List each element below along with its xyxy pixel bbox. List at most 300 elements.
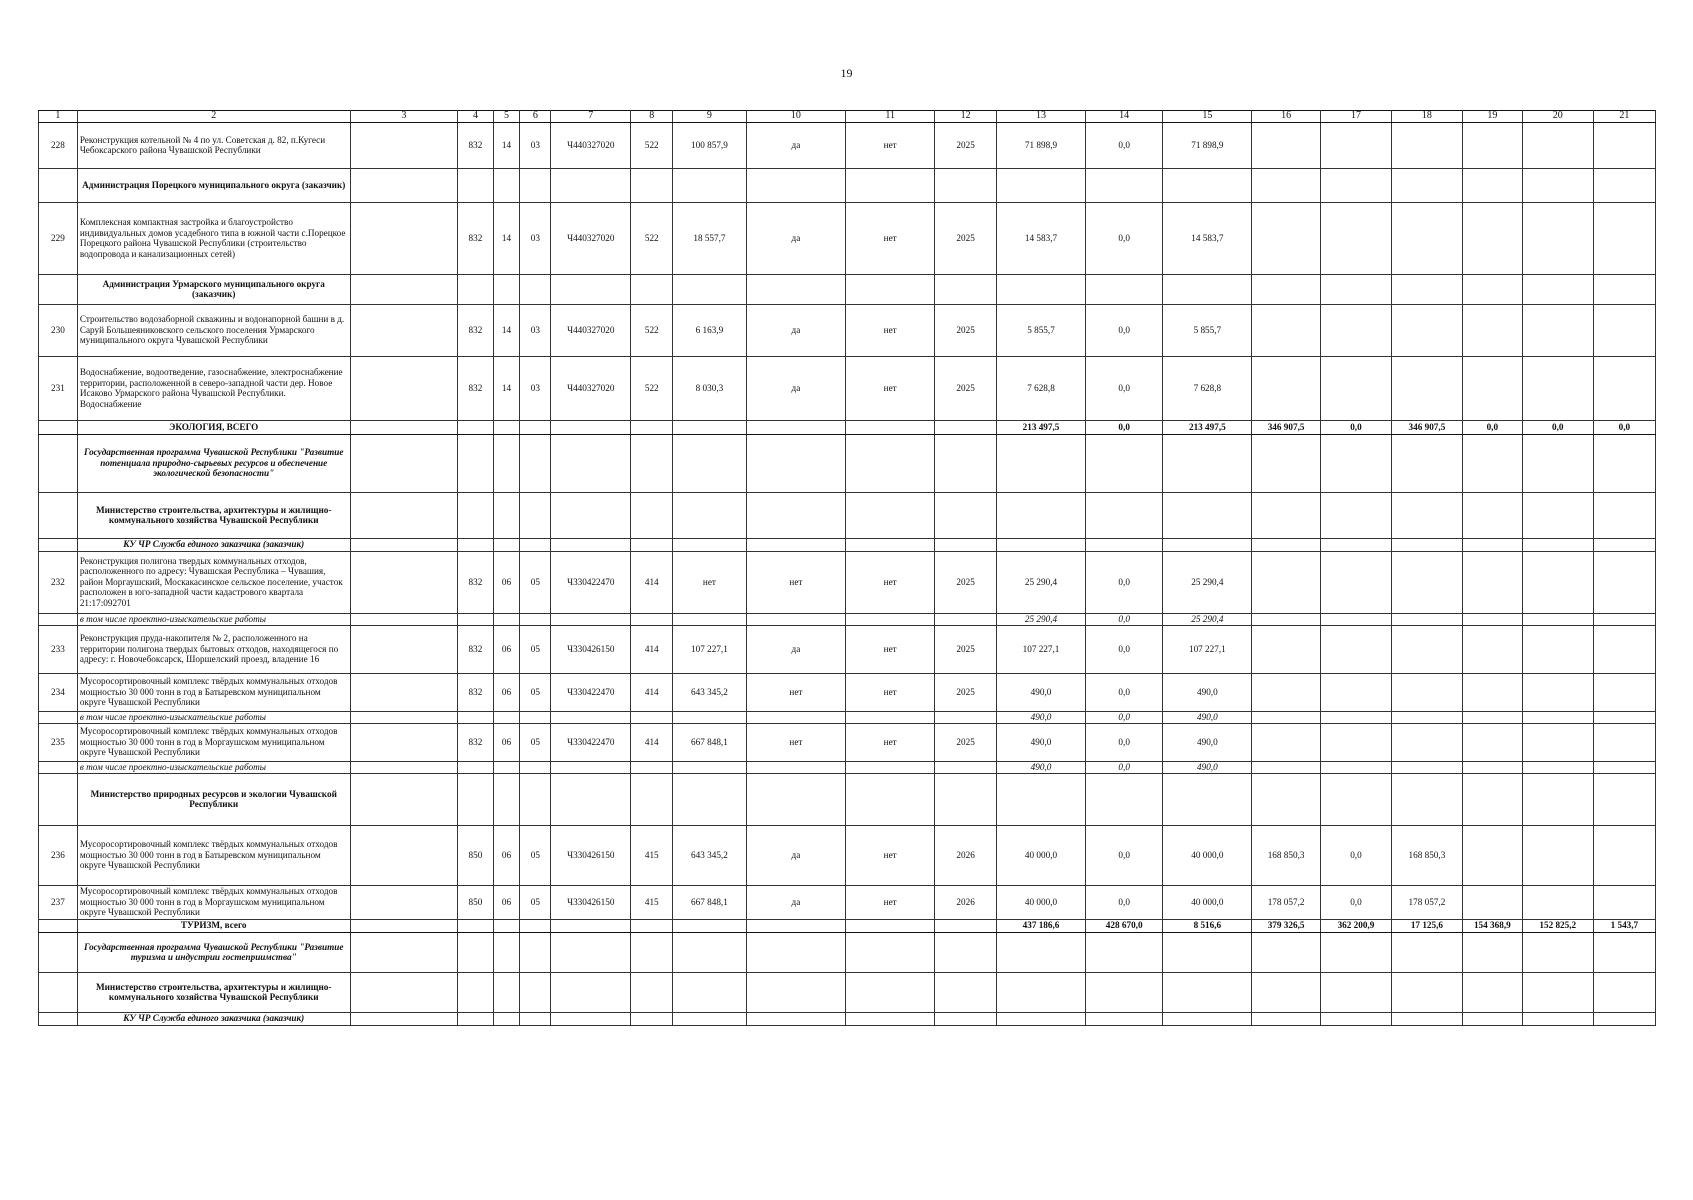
- table-cell: [1462, 356, 1522, 420]
- table-cell: [1163, 168, 1252, 202]
- table-cell: [1522, 122, 1593, 168]
- table-cell: [631, 538, 673, 551]
- table-cell: 05: [520, 673, 551, 711]
- table-cell: [746, 420, 846, 434]
- table-cell: [520, 711, 551, 723]
- table-cell: [493, 613, 520, 625]
- table-cell: [1593, 304, 1655, 356]
- table-cell: [520, 1012, 551, 1025]
- table-cell: [1252, 304, 1321, 356]
- table-cell: [350, 932, 458, 972]
- table-cell: нет: [746, 723, 846, 761]
- row-number: 235: [39, 723, 78, 761]
- column-number: 21: [1593, 111, 1655, 123]
- row-number: [39, 1012, 78, 1025]
- table-cell: [551, 420, 631, 434]
- table-cell: [493, 538, 520, 551]
- table-cell: [1593, 673, 1655, 711]
- table-cell: [551, 919, 631, 932]
- table-cell: [1593, 972, 1655, 1012]
- table-cell: [1085, 492, 1163, 538]
- table-cell: 2026: [935, 825, 997, 885]
- table-cell: [551, 434, 631, 492]
- table-cell: [1522, 932, 1593, 972]
- table-cell: 643 345,2: [673, 825, 746, 885]
- table-cell: [520, 168, 551, 202]
- table-cell: [846, 434, 935, 492]
- table-cell: [1391, 1012, 1462, 1025]
- table-cell: 17 125,6: [1391, 919, 1462, 932]
- table-cell: [551, 613, 631, 625]
- table-row: [39, 356, 1656, 420]
- table-cell: 0,0: [1320, 825, 1391, 885]
- table-cell: 522: [631, 122, 673, 168]
- table-cell: [458, 274, 493, 304]
- table-row: [39, 825, 1656, 885]
- table-cell: [1252, 625, 1321, 673]
- table-cell: да: [746, 625, 846, 673]
- table-cell: [746, 919, 846, 932]
- table-cell: 2025: [935, 673, 997, 711]
- table-cell: 178 057,2: [1391, 885, 1462, 919]
- table-cell: [1462, 723, 1522, 761]
- table-cell: [935, 538, 997, 551]
- table-cell: [1085, 773, 1163, 825]
- table-cell: [458, 773, 493, 825]
- table-cell: 0,0: [1085, 356, 1163, 420]
- table-cell: нет: [846, 885, 935, 919]
- table-cell: 0,0: [1085, 711, 1163, 723]
- column-number: 17: [1320, 111, 1391, 123]
- table-cell: [1085, 168, 1163, 202]
- program-title: Государственная программа Чувашской Республики "Развитие туризма и индустрии гостеприимства": [77, 932, 350, 972]
- table-cell: [746, 972, 846, 1012]
- table-cell: [493, 773, 520, 825]
- table-cell: [350, 972, 458, 1012]
- object-name: Комплексная компактная застройка и благоустройство индивидуальных домов усадебного типа в южной части с.Порецкое Порецкого района Чувашской Республики (строительство водопровода и канализационных сетей): [77, 202, 350, 274]
- column-number: 16: [1252, 111, 1321, 123]
- table-cell: [350, 304, 458, 356]
- table-cell: [631, 434, 673, 492]
- total-title: ТУРИЗМ, всего: [77, 919, 350, 932]
- table-cell: нет: [846, 122, 935, 168]
- column-number: 19: [1462, 111, 1522, 123]
- table-cell: 40 000,0: [1163, 885, 1252, 919]
- table-cell: 643 345,2: [673, 673, 746, 711]
- table-cell: [1391, 538, 1462, 551]
- program-title: КУ ЧР Служба единого заказчика (заказчик): [77, 1012, 350, 1025]
- table-cell: 6 163,9: [673, 304, 746, 356]
- table-cell: [1522, 434, 1593, 492]
- table-cell: [1163, 932, 1252, 972]
- table-cell: [1391, 202, 1462, 274]
- table-row: [39, 551, 1656, 613]
- table-cell: 03: [520, 122, 551, 168]
- section-row: [39, 972, 1656, 1012]
- table-cell: [1462, 434, 1522, 492]
- table-cell: [746, 538, 846, 551]
- table-cell: [493, 761, 520, 773]
- row-number: [39, 761, 78, 773]
- table-cell: да: [746, 304, 846, 356]
- table-cell: [846, 168, 935, 202]
- table-cell: [520, 919, 551, 932]
- table-body: [39, 111, 1656, 1026]
- table-cell: 522: [631, 304, 673, 356]
- table-cell: [1522, 825, 1593, 885]
- table-cell: [1252, 711, 1321, 723]
- table-cell: 7 628,8: [1163, 356, 1252, 420]
- table-cell: 14: [493, 304, 520, 356]
- section-row: [39, 168, 1656, 202]
- table-cell: [935, 420, 997, 434]
- table-cell: [1252, 972, 1321, 1012]
- row-number: 234: [39, 673, 78, 711]
- table-cell: [746, 932, 846, 972]
- table-cell: 0,0: [1085, 304, 1163, 356]
- row-number: [39, 168, 78, 202]
- sub-row: [39, 711, 1656, 723]
- table-cell: [997, 1012, 1086, 1025]
- table-cell: [1462, 538, 1522, 551]
- object-name: Мусоросортировочный комплекс твёрдых коммунальных отходов мощностью 30 000 тонн в год в Батыревском муниципальном округе Чувашской Республики: [77, 673, 350, 711]
- table-cell: 490,0: [997, 673, 1086, 711]
- table-cell: [350, 420, 458, 434]
- table-cell: 522: [631, 356, 673, 420]
- table-cell: 415: [631, 885, 673, 919]
- table-cell: 213 497,5: [997, 420, 1086, 434]
- table-cell: [1462, 122, 1522, 168]
- table-cell: [350, 723, 458, 761]
- table-cell: [673, 613, 746, 625]
- table-cell: [935, 972, 997, 1012]
- table-cell: [551, 773, 631, 825]
- table-cell: [631, 1012, 673, 1025]
- table-cell: [1391, 304, 1462, 356]
- table-cell: [1163, 492, 1252, 538]
- sub-title: в том числе проектно-изыскательские работы: [77, 613, 350, 625]
- table-cell: 05: [520, 885, 551, 919]
- table-cell: [631, 613, 673, 625]
- table-cell: [1391, 761, 1462, 773]
- table-cell: [1252, 434, 1321, 492]
- table-cell: [1163, 972, 1252, 1012]
- table-cell: [1320, 274, 1391, 304]
- table-cell: [673, 168, 746, 202]
- table-cell: [520, 972, 551, 1012]
- table-cell: 8 030,3: [673, 356, 746, 420]
- table-cell: [673, 434, 746, 492]
- table-cell: [631, 274, 673, 304]
- table-cell: [551, 932, 631, 972]
- table-cell: [458, 420, 493, 434]
- object-name: Реконструкция котельной № 4 по ул. Советская д. 82, п.Кугеси Чебоксарского района Чувашской Республики: [77, 122, 350, 168]
- table-cell: [1320, 538, 1391, 551]
- table-cell: 154 368,9: [1462, 919, 1522, 932]
- column-number: 8: [631, 111, 673, 123]
- table-cell: [1593, 932, 1655, 972]
- column-number: 15: [1163, 111, 1252, 123]
- row-number: 229: [39, 202, 78, 274]
- table-row: [39, 202, 1656, 274]
- table-cell: [458, 538, 493, 551]
- table-cell: 832: [458, 625, 493, 673]
- budget-table: [38, 110, 1656, 1026]
- table-cell: [551, 761, 631, 773]
- table-cell: 8 516,6: [1163, 919, 1252, 932]
- table-cell: [1593, 711, 1655, 723]
- program-row: [39, 1012, 1656, 1025]
- table-cell: 06: [493, 885, 520, 919]
- table-cell: [458, 761, 493, 773]
- table-cell: [520, 538, 551, 551]
- table-cell: 832: [458, 122, 493, 168]
- table-cell: [1522, 551, 1593, 613]
- table-cell: 0,0: [1320, 885, 1391, 919]
- column-number: 13: [997, 111, 1086, 123]
- table-cell: [1593, 825, 1655, 885]
- row-number: 237: [39, 885, 78, 919]
- table-cell: [493, 274, 520, 304]
- table-cell: [746, 613, 846, 625]
- table-cell: [1462, 551, 1522, 613]
- table-cell: [1462, 825, 1522, 885]
- table-cell: [1522, 538, 1593, 551]
- table-cell: [1522, 202, 1593, 274]
- table-cell: Ч330422470: [551, 551, 631, 613]
- table-cell: [846, 1012, 935, 1025]
- table-cell: [997, 434, 1086, 492]
- table-cell: [1320, 972, 1391, 1012]
- table-cell: [520, 773, 551, 825]
- table-cell: [1252, 274, 1321, 304]
- table-cell: [1320, 202, 1391, 274]
- table-cell: 40 000,0: [997, 825, 1086, 885]
- table-cell: [551, 168, 631, 202]
- table-row: [39, 304, 1656, 356]
- table-cell: [1252, 1012, 1321, 1025]
- table-cell: [1391, 434, 1462, 492]
- table-cell: [458, 711, 493, 723]
- table-cell: 0,0: [1085, 551, 1163, 613]
- table-cell: [1320, 761, 1391, 773]
- table-cell: 414: [631, 723, 673, 761]
- table-cell: [935, 1012, 997, 1025]
- table-cell: 5 855,7: [997, 304, 1086, 356]
- table-cell: 667 848,1: [673, 885, 746, 919]
- table-cell: [520, 420, 551, 434]
- table-cell: 14: [493, 356, 520, 420]
- table-cell: [1462, 168, 1522, 202]
- table-cell: [846, 538, 935, 551]
- row-number: [39, 773, 78, 825]
- table-cell: [1085, 1012, 1163, 1025]
- table-cell: [1522, 711, 1593, 723]
- table-cell: [1391, 551, 1462, 613]
- table-cell: 2025: [935, 723, 997, 761]
- table-cell: [1320, 356, 1391, 420]
- table-cell: 40 000,0: [997, 885, 1086, 919]
- table-cell: [1163, 274, 1252, 304]
- table-cell: 0,0: [1320, 420, 1391, 434]
- table-cell: [1462, 885, 1522, 919]
- table-cell: [997, 492, 1086, 538]
- table-cell: 490,0: [997, 761, 1086, 773]
- table-cell: [1462, 274, 1522, 304]
- table-cell: [1593, 356, 1655, 420]
- column-number: 12: [935, 111, 997, 123]
- table-cell: 832: [458, 723, 493, 761]
- table-cell: [1320, 551, 1391, 613]
- table-cell: [1462, 492, 1522, 538]
- table-cell: [1522, 885, 1593, 919]
- table-cell: [673, 919, 746, 932]
- table-cell: 06: [493, 551, 520, 613]
- table-cell: 832: [458, 202, 493, 274]
- total-row: [39, 919, 1656, 932]
- table-cell: [350, 1012, 458, 1025]
- table-cell: 1 543,7: [1593, 919, 1655, 932]
- table-cell: [350, 492, 458, 538]
- table-cell: [846, 773, 935, 825]
- table-cell: [1391, 972, 1462, 1012]
- total-row: [39, 420, 1656, 434]
- table-cell: [350, 919, 458, 932]
- table-cell: [493, 1012, 520, 1025]
- table-cell: [631, 932, 673, 972]
- section-row: [39, 492, 1656, 538]
- column-number: 18: [1391, 111, 1462, 123]
- row-number: 228: [39, 122, 78, 168]
- row-number: 232: [39, 551, 78, 613]
- table-cell: [1593, 625, 1655, 673]
- table-cell: [1522, 625, 1593, 673]
- table-cell: 667 848,1: [673, 723, 746, 761]
- table-cell: [493, 420, 520, 434]
- table-cell: [1391, 492, 1462, 538]
- table-cell: Ч440327020: [551, 202, 631, 274]
- section-title: Министерство строительства, архитектуры и жилищно-коммунального хозяйства Чувашской Республики: [77, 972, 350, 1012]
- table-cell: Ч440327020: [551, 122, 631, 168]
- program-row: [39, 538, 1656, 551]
- table-cell: [673, 274, 746, 304]
- table-cell: 40 000,0: [1163, 825, 1252, 885]
- table-cell: [1593, 538, 1655, 551]
- table-cell: 0,0: [1593, 420, 1655, 434]
- row-number: [39, 711, 78, 723]
- table-cell: [1320, 304, 1391, 356]
- column-number: 10: [746, 111, 846, 123]
- table-cell: 107 227,1: [673, 625, 746, 673]
- table-cell: [1593, 492, 1655, 538]
- table-cell: [997, 538, 1086, 551]
- table-cell: [1391, 723, 1462, 761]
- table-cell: нет: [846, 202, 935, 274]
- page-number: 19: [840, 66, 853, 80]
- table-cell: [673, 761, 746, 773]
- table-cell: 832: [458, 356, 493, 420]
- table-cell: [1252, 613, 1321, 625]
- table-cell: 7 628,8: [997, 356, 1086, 420]
- table-cell: [673, 773, 746, 825]
- table-cell: [1593, 885, 1655, 919]
- table-cell: [673, 420, 746, 434]
- table-cell: [746, 168, 846, 202]
- table-cell: [350, 202, 458, 274]
- table-cell: 832: [458, 551, 493, 613]
- table-cell: [1391, 122, 1462, 168]
- table-cell: [1252, 673, 1321, 711]
- table-cell: [1391, 673, 1462, 711]
- table-cell: [1320, 168, 1391, 202]
- table-cell: [935, 932, 997, 972]
- table-cell: [1462, 1012, 1522, 1025]
- section-title: Министерство природных ресурсов и экологии Чувашской Республики: [77, 773, 350, 825]
- table-cell: [1593, 773, 1655, 825]
- row-number: 231: [39, 356, 78, 420]
- table-cell: да: [746, 202, 846, 274]
- table-cell: 152 825,2: [1522, 919, 1593, 932]
- table-cell: [458, 434, 493, 492]
- table-cell: 100 857,9: [673, 122, 746, 168]
- program-title: КУ ЧР Служба единого заказчика (заказчик): [77, 538, 350, 551]
- table-cell: 71 898,9: [997, 122, 1086, 168]
- row-number: 230: [39, 304, 78, 356]
- table-cell: [1163, 434, 1252, 492]
- table-cell: 0,0: [1085, 202, 1163, 274]
- table-cell: [1593, 1012, 1655, 1025]
- table-cell: 0,0: [1085, 885, 1163, 919]
- table-cell: 14 583,7: [997, 202, 1086, 274]
- object-name: Мусоросортировочный комплекс твёрдых коммунальных отходов мощностью 30 000 тонн в год в Моргаушском муниципальном округе Чувашской Республики: [77, 885, 350, 919]
- table-cell: 06: [493, 673, 520, 711]
- table-cell: да: [746, 356, 846, 420]
- table-cell: [493, 972, 520, 1012]
- table-cell: 0,0: [1462, 420, 1522, 434]
- table-cell: [350, 551, 458, 613]
- table-cell: [1522, 304, 1593, 356]
- column-number: 4: [458, 111, 493, 123]
- row-number: [39, 420, 78, 434]
- table-cell: [846, 420, 935, 434]
- table-row: [39, 885, 1656, 919]
- column-number: 3: [350, 111, 458, 123]
- table-cell: 522: [631, 202, 673, 274]
- table-cell: [1320, 773, 1391, 825]
- table-cell: 414: [631, 551, 673, 613]
- table-cell: [1522, 274, 1593, 304]
- table-cell: [350, 673, 458, 711]
- table-cell: [1522, 492, 1593, 538]
- table-cell: 14: [493, 122, 520, 168]
- sub-row: [39, 761, 1656, 773]
- table-cell: 5 855,7: [1163, 304, 1252, 356]
- table-cell: [935, 168, 997, 202]
- table-cell: [846, 972, 935, 1012]
- table-cell: [846, 919, 935, 932]
- table-cell: [1522, 773, 1593, 825]
- table-cell: [1593, 613, 1655, 625]
- table-cell: [673, 492, 746, 538]
- section-row: [39, 274, 1656, 304]
- table-cell: 832: [458, 673, 493, 711]
- table-cell: 05: [520, 625, 551, 673]
- table-cell: 362 200,9: [1320, 919, 1391, 932]
- table-cell: [746, 434, 846, 492]
- table-cell: [1462, 202, 1522, 274]
- table-cell: 0,0: [1085, 613, 1163, 625]
- table-cell: 490,0: [997, 723, 1086, 761]
